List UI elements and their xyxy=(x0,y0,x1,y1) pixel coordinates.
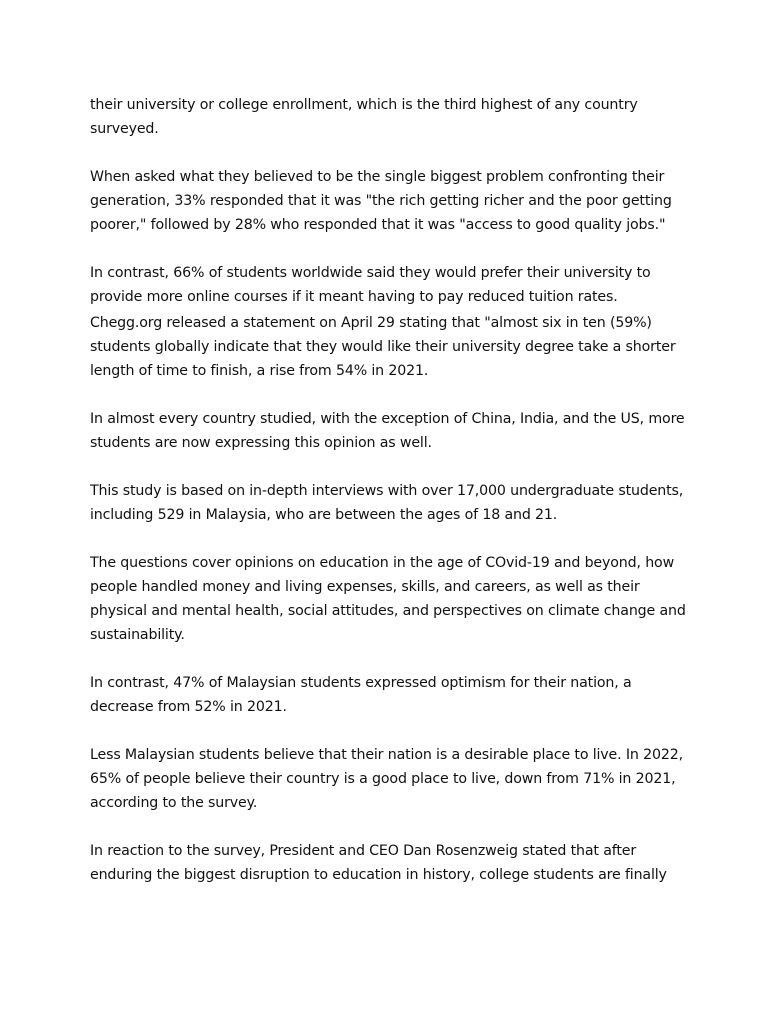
paragraph-4: Chegg.org released a statement on April 29 stating that "almost six in ten (59%) students globally indicate that they would like their university degree take a shorter length of time to finish, a rise from 54% in 2021. xyxy=(90,315,676,379)
paragraph-3: In contrast, 66% of students worldwide said they would prefer their university to provide more online courses if it meant having to pay reduced tuition rates. xyxy=(90,265,651,305)
paragraph-5: In almost every country studied, with the exception of China, India, and the US, more students are now expressing this opinion as well. xyxy=(90,411,685,451)
paragraph-8: In contrast, 47% of Malaysian students expressed optimism for their nation, a decrease from 52% in 2021. xyxy=(90,675,632,715)
paragraph-9: Less Malaysian students believe that their nation is a desirable place to live. In 2022, 65% of people believe their country is a good place to live, down from 71% in 2021, according to the survey. xyxy=(90,747,683,811)
paragraph-6: This study is based on in-depth interviews with over 17,000 undergraduate students, including 529 in Malaysia, who are between the ages of 18 and 21. xyxy=(90,483,684,523)
document-body xyxy=(90,93,690,887)
paragraph-1: their university or college enrollment, which is the third highest of any country surveyed. xyxy=(90,97,638,137)
paragraph-2: When asked what they believed to be the single biggest problem confronting their generation, 33% responded that it was "the rich getting richer and the poor getting poorer," followed by 28% who responded that it was "access to good quality jobs." xyxy=(90,169,672,233)
paragraph-7: The questions cover opinions on education in the age of COvid-19 and beyond, how people handled money and living expenses, skills, and careers, as well as their physical and mental health, social attitudes, and perspectives on climate change and sustainability. xyxy=(90,555,686,643)
paragraph-10: In reaction to the survey, President and CEO Dan Rosenzweig stated that after enduring the biggest disruption to education in history, college students are finally xyxy=(90,843,667,883)
